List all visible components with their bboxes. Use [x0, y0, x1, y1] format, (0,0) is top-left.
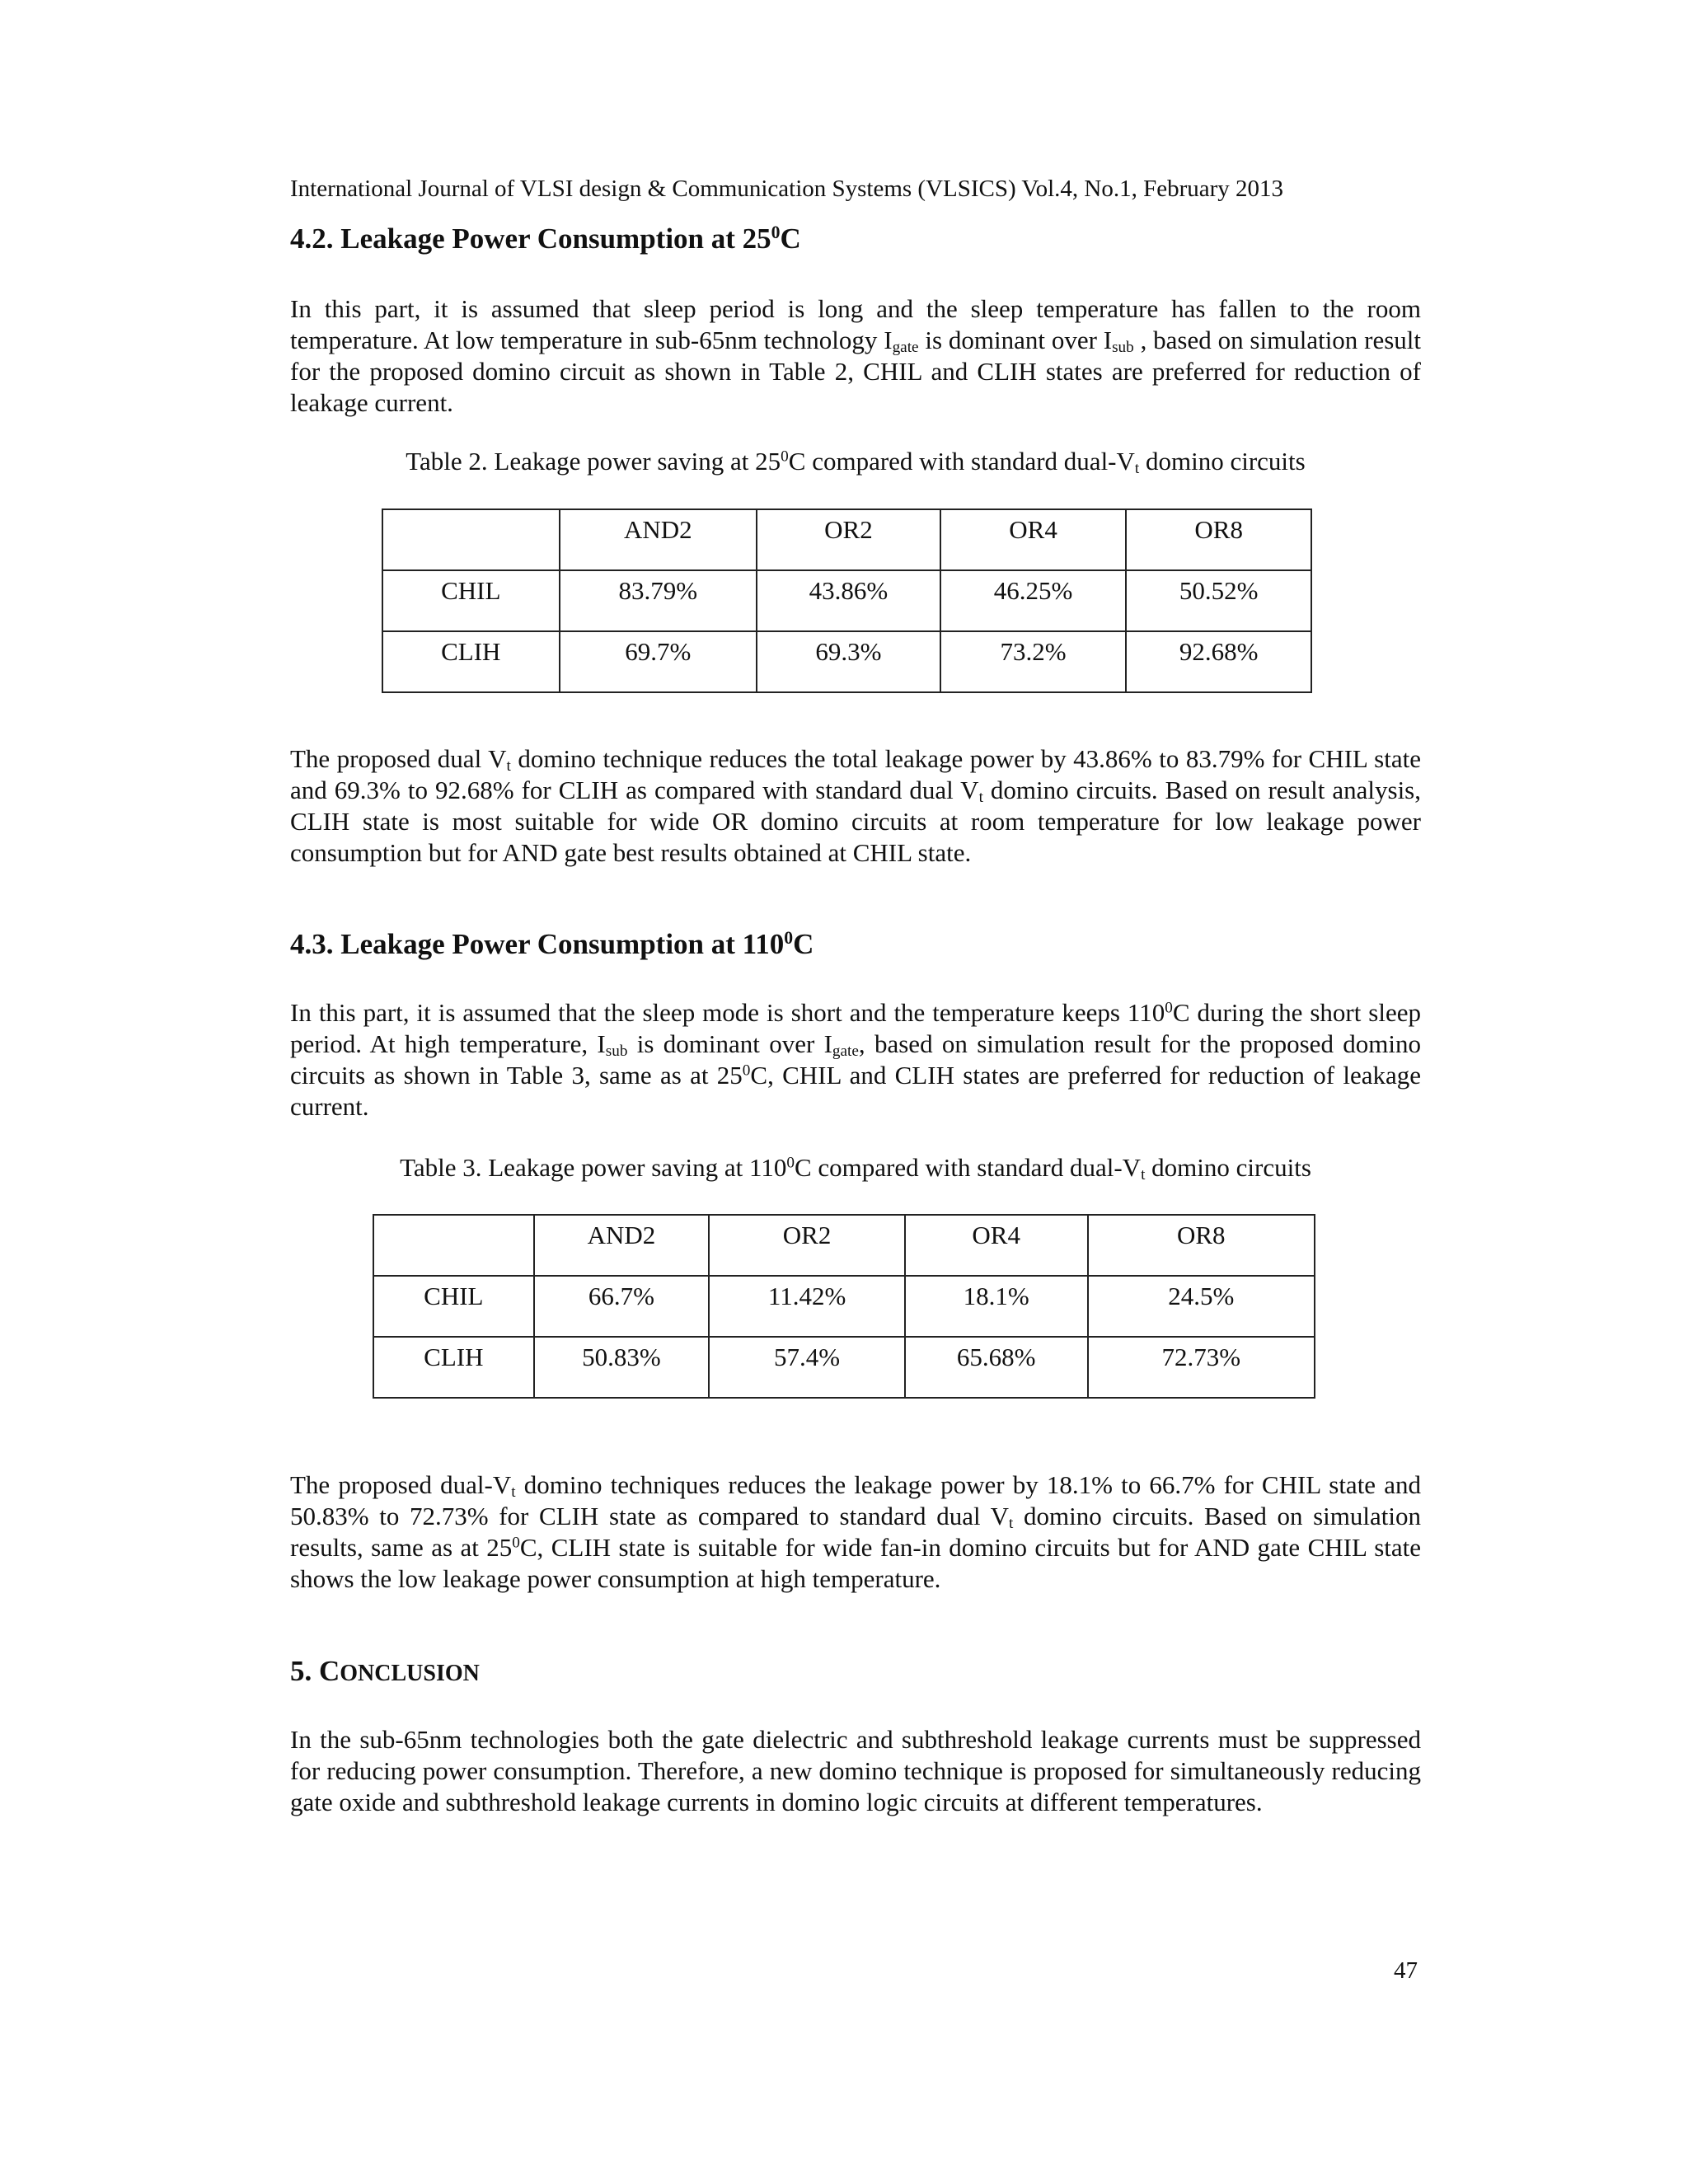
- table-cell: 92.68%: [1126, 631, 1311, 692]
- section-4-3-paragraph-1: In this part, it is assumed that the sleep mode is short and the temperature keeps $110^0C$ during the short sleep period. At high temperature, $I_{sub}$ is dominant over $I_{gate}$, based on simulation result for the proposed domino circuits as shown in Table 3, same as at $25^0C$, CHIL and CLIH states are preferred for reduction of leakage current.: [290, 998, 1421, 1121]
- section-4-3-paragraph-2: The proposed dual-$V_t$ domino techniques reduces the leakage power by 18.1% to 66.7% for CHIL state and 50.83% to 72.73% for CLIH state as compared to standard dual $V_t$ domino circuits. Based on simulation results, same as at $25^0C$, CLIH state is suitable for wide fan-in domino circuits but for AND gate CHIL state shows the low leakage power consumption at high temperature.: [290, 1470, 1421, 1593]
- table-header-row: [373, 1215, 1315, 1276]
- table-cell: 50.52%: [1126, 570, 1311, 631]
- header-cell: OR4: [940, 509, 1127, 570]
- table-cell: 50.83%: [534, 1337, 710, 1398]
- table-cell: 18.1%: [905, 1276, 1088, 1337]
- table-cell: 72.73%: [1088, 1337, 1315, 1398]
- table-3-caption: Table 3. Leakage power saving at $110^0C$ compared with standard dual-$V_t$ domino circuits: [400, 1153, 1311, 1184]
- section-5-heading: 5. CONCLUSION: [290, 1655, 480, 1687]
- header-cell: [382, 509, 560, 570]
- table-2: [382, 509, 1312, 693]
- degree-sup: 0: [784, 928, 794, 949]
- table-cell: 24.5%: [1088, 1276, 1315, 1337]
- header-cell: OR2: [709, 1215, 905, 1276]
- table-row: [373, 1337, 1315, 1398]
- table-cell: CHIL: [382, 570, 560, 631]
- degree-sup: 0: [771, 223, 781, 243]
- table-cell: 46.25%: [940, 570, 1127, 631]
- table-row: [373, 1276, 1315, 1337]
- table-row: [382, 570, 1311, 631]
- table-cell: 83.79%: [560, 570, 757, 631]
- table-cell: 73.2%: [940, 631, 1127, 692]
- section-4-2-title: 4.2. Leakage Power Consumption at 25: [290, 223, 771, 255]
- header-cell: AND2: [560, 509, 757, 570]
- table-cell: 57.4%: [709, 1337, 905, 1398]
- header-cell: OR2: [757, 509, 940, 570]
- table-cell: 43.86%: [757, 570, 940, 631]
- table-cell: 66.7%: [534, 1276, 710, 1337]
- section-4-2-heading: [290, 221, 801, 257]
- section-4-2-unit: C: [780, 223, 801, 255]
- table-header-row: [382, 509, 1311, 570]
- section-4-2-paragraph-1: In this part, it is assumed that sleep period is long and the sleep temperature has fallen to the room temperature. At low temperature in sub-65nm technology $I_{gate}$ is dominant over $I_{sub}$ , based on simulation result for the proposed domino circuit as shown in Table 2, CHIL and CLIH states are preferred for reduction of leakage current.: [290, 294, 1422, 417]
- section-4-3-unit: C: [793, 928, 814, 960]
- table-cell: CHIL: [373, 1276, 534, 1337]
- header-cell: [373, 1215, 534, 1276]
- section-5-paragraph-1: In the sub-65nm technologies both the gate dielectric and subthreshold leakage currents must be suppressed for reducing power consumption. Therefore, a new domino technique is proposed for simultaneously reducing gate oxide and subthreshold leakage currents in domino logic circuits at different temperatures.: [290, 1725, 1421, 1816]
- table-row: [382, 631, 1311, 692]
- table-cell: 69.3%: [757, 631, 940, 692]
- page-number: 47: [1394, 1957, 1418, 1984]
- table-cell: 69.7%: [560, 631, 757, 692]
- table-cell: 65.68%: [905, 1337, 1088, 1398]
- section-4-3-title: 4.3. Leakage Power Consumption at 110: [290, 928, 785, 960]
- header-cell: OR8: [1126, 509, 1311, 570]
- table-cell: 11.42%: [709, 1276, 905, 1337]
- section-4-3-heading: [290, 926, 814, 963]
- journal-header: International Journal of VLSI design & Communication Systems (VLSICS) Vol.4, No.1, February 2013: [290, 176, 1284, 202]
- table-3: [373, 1214, 1315, 1399]
- header-cell: OR4: [905, 1215, 1088, 1276]
- table-cell: CLIH: [382, 631, 560, 692]
- table-cell: CLIH: [373, 1337, 534, 1398]
- header-cell: OR8: [1088, 1215, 1315, 1276]
- table-2-caption: Table 2. Leakage power saving at $25^0C$ compared with standard dual-$V_t$ domino circuits: [406, 447, 1306, 478]
- header-cell: AND2: [534, 1215, 710, 1276]
- section-4-2-paragraph-2: The proposed dual $V_t$ domino technique reduces the total leakage power by 43.86% to 83.79% for CHIL state and 69.3% to 92.68% for CLIH as compared with standard dual $V_t$ domino circuits. Based on result analysis, CLIH state is most suitable for wide OR domino circuits at room temperature for low leakage power consumption but for AND gate best results obtained at CHIL state.: [290, 744, 1421, 867]
